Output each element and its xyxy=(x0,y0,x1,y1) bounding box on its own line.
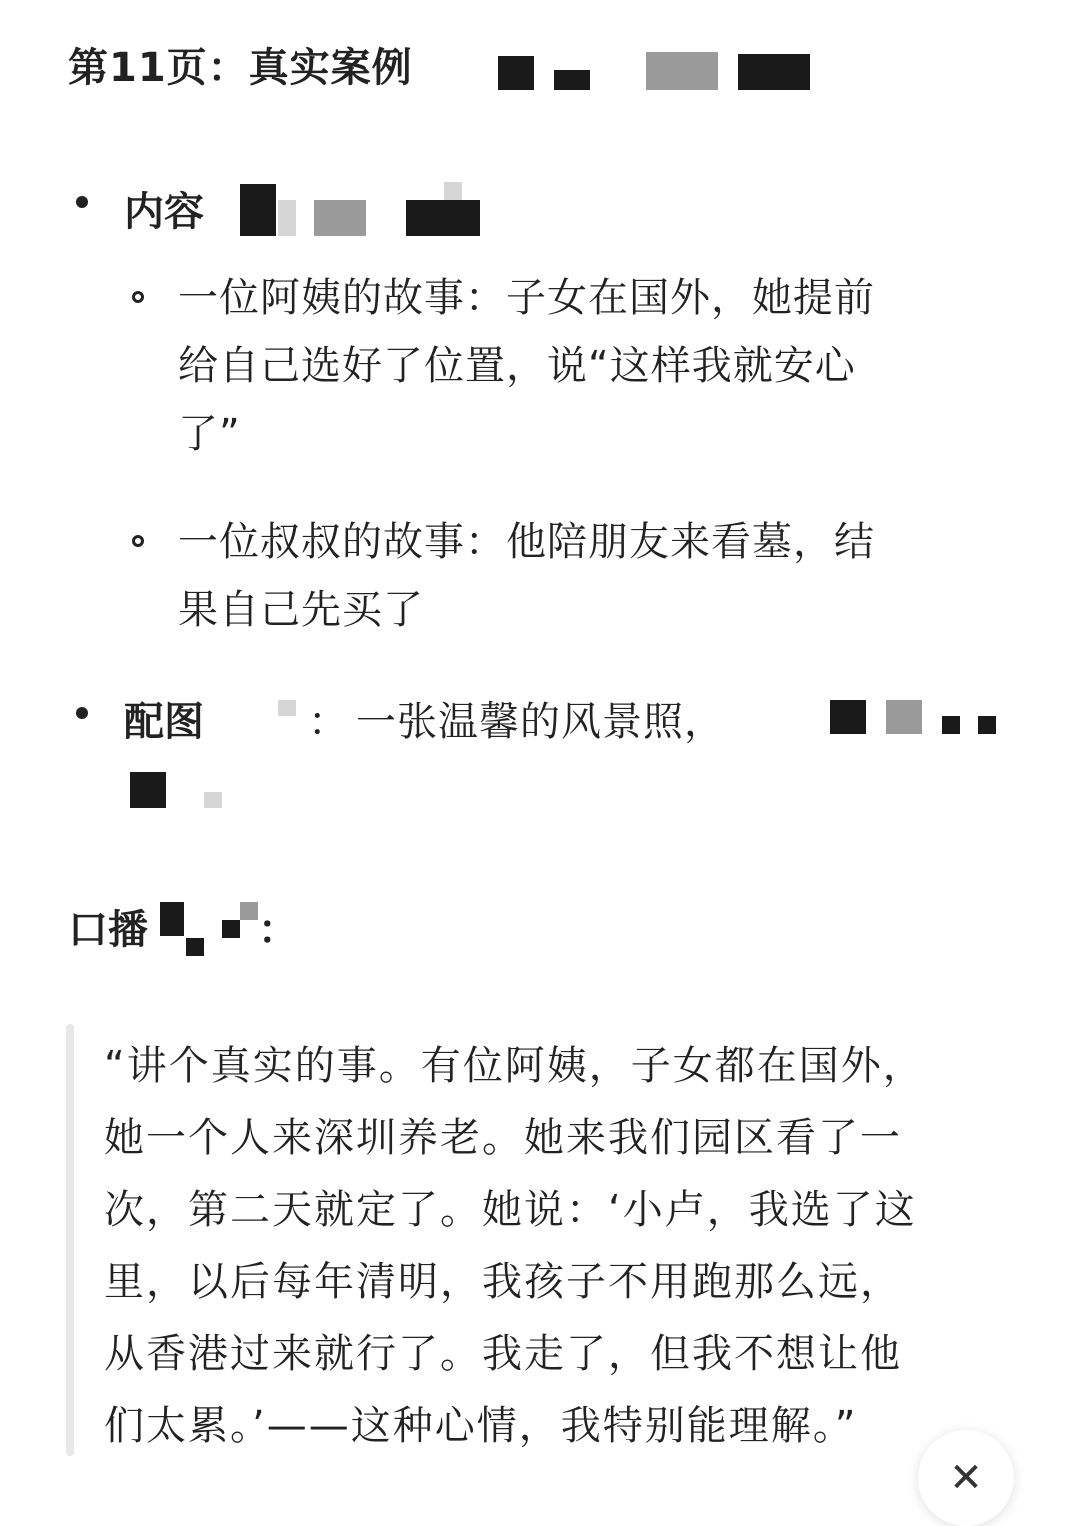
image-note-separator: ： xyxy=(308,699,348,745)
case-uncle-line: 一位叔叔的故事：他陪朋友来看墓，结 xyxy=(178,519,875,565)
close-button[interactable] xyxy=(918,1430,1014,1526)
voiceover-label: 口播 xyxy=(68,907,148,953)
redacted-block xyxy=(278,200,296,236)
quote-line: 她一个人来深圳养老。她来我们园区看了一 xyxy=(104,1115,902,1161)
redacted-block xyxy=(498,56,534,90)
case-uncle-line: 果自己先买了 xyxy=(178,587,424,633)
sub-bullet-circle xyxy=(132,535,144,547)
case-aunt-line: 给自己选好了位置，说“这样我就安心 xyxy=(178,343,856,389)
quote-line: 从香港过来就行了。我走了，但我不想让他 xyxy=(104,1331,902,1377)
voiceover-colon: ： xyxy=(258,907,298,953)
redacted-block xyxy=(978,716,996,734)
content-label: 内容 xyxy=(124,189,204,235)
quote-line: “讲个真实的事。有位阿姨，子女都在国外， xyxy=(104,1043,925,1089)
case-aunt xyxy=(178,264,978,468)
case-aunt-line: 一位阿姨的故事：子女在国外，她提前 xyxy=(178,275,875,321)
redacted-block xyxy=(240,184,276,236)
bullet-dot xyxy=(76,196,88,208)
case-aunt-line: 了” xyxy=(178,411,241,457)
redacted-block xyxy=(554,70,590,90)
redacted-block xyxy=(240,902,258,920)
redacted-block xyxy=(406,200,480,236)
redacted-block xyxy=(278,700,296,716)
voiceover-quote xyxy=(104,1030,1044,1462)
quote-line: 里，以后每年清明，我孩子不用跑那么远， xyxy=(104,1259,902,1305)
redacted-block xyxy=(830,700,866,734)
quote-line: 们太累。’——这种心情，我特别能理解。” xyxy=(104,1403,858,1449)
quote-bar xyxy=(66,1024,74,1456)
redacted-block xyxy=(942,716,960,734)
bullet-dot xyxy=(76,707,88,719)
quote-line: 次，第二天就定了。她说：‘小卢，我选了这 xyxy=(104,1187,917,1233)
redacted-block xyxy=(886,700,922,734)
redacted-block xyxy=(130,772,166,808)
sub-bullet-circle xyxy=(132,291,144,303)
redacted-block xyxy=(186,938,204,956)
redacted-block xyxy=(160,902,184,936)
redacted-block xyxy=(204,792,222,808)
close-icon: ✕ xyxy=(949,1455,983,1501)
page-title: 第11页：真实案例 xyxy=(68,45,413,91)
image-note-label: 配图 xyxy=(124,699,204,745)
image-note-text: 一张温馨的风景照， xyxy=(356,699,725,745)
redacted-block xyxy=(222,920,240,938)
redacted-block xyxy=(738,54,810,90)
redacted-block xyxy=(314,200,366,236)
redacted-block xyxy=(444,182,462,200)
redacted-block xyxy=(646,52,718,90)
voiceover-heading xyxy=(68,898,148,955)
case-uncle xyxy=(178,508,978,644)
